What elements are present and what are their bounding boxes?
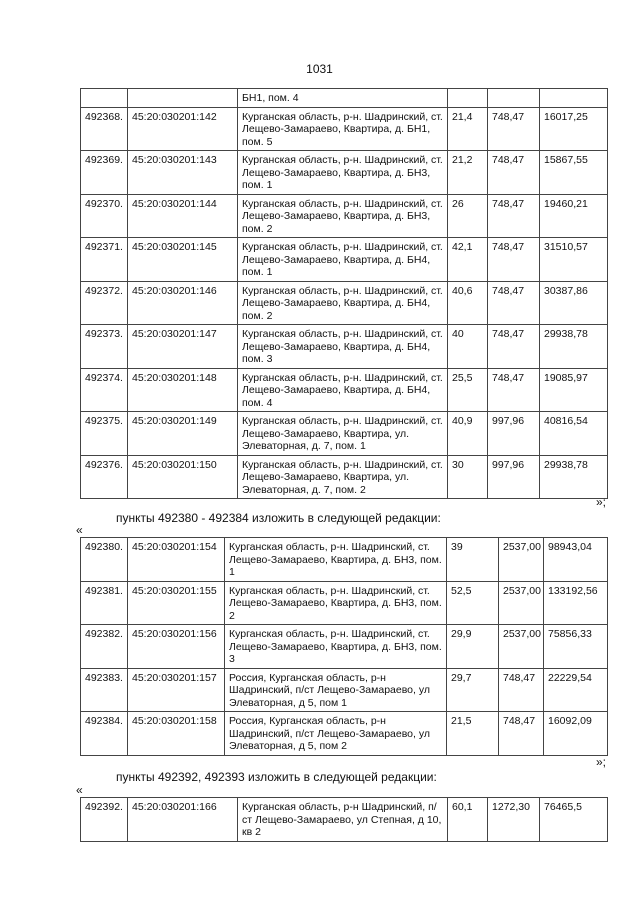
row-number-cell: 492382. [81, 625, 128, 669]
cadastral-value-cell: 133192,56 [544, 581, 608, 625]
cadastral-number-cell: 45:20:030201:147 [128, 325, 238, 369]
address-cell: Курганская область, р-н. Шадринский, ст. Лещево-Замараево, Квартира, д. БН4, пом. 4 [238, 368, 448, 412]
cadastral-number-cell [128, 89, 238, 108]
area-cell: 25,5 [448, 368, 488, 412]
row-number-cell: 492370. [81, 194, 128, 238]
address-cell: Курганская область, р-н. Шадринский, ст. Лещево-Замараево, Квартира, ул. Элеваторная, д. 7, пом. 2 [238, 455, 448, 499]
cadastral-number-cell: 45:20:030201:166 [128, 798, 238, 842]
area-cell: 40,9 [448, 412, 488, 456]
amendment-heading-1: пункты 492380 - 492384 изложить в следующей редакции: [116, 511, 441, 525]
row-number-cell: 492374. [81, 368, 128, 412]
cadastral-value-cell: 19460,21 [540, 194, 608, 238]
cadastral-number-cell: 45:20:030201:143 [128, 151, 238, 195]
row-number-cell: 492373. [81, 325, 128, 369]
address-cell: Курганская область, р-н. Шадринский, ст. Лещево-Замараево, Квартира, д. БН3, пом. 1 [225, 538, 447, 582]
cadastral-rate-cell [488, 89, 540, 108]
cadastral-number-cell: 45:20:030201:144 [128, 194, 238, 238]
row-number-cell: 492376. [81, 455, 128, 499]
table-row [81, 325, 608, 369]
address-cell: Курганская область, р-н. Шадринский, ст. Лещево-Замараево, Квартира, д. БН3, пом. 1 [238, 151, 448, 195]
address-cell: Россия, Курганская область, р-н Шадринский, п/ст Лещево-Замараево, ул Элеваторная, д 5, пом 1 [225, 668, 447, 712]
address-cell: Курганская область, р-н Шадринский, п/ст Лещево-Замараево, ул Степная, д 10, кв 2 [238, 798, 448, 842]
address-cell: Россия, Курганская область, р-н Шадринский, п/ст Лещево-Замараево, ул Элеваторная, д 5, пом 2 [225, 712, 447, 756]
opening-quote-1: « [76, 523, 83, 537]
table-row [81, 194, 608, 238]
cadastral-value-cell: 40816,54 [540, 412, 608, 456]
cadastral-rate-cell: 748,47 [488, 151, 540, 195]
row-number-cell: 492368. [81, 107, 128, 151]
area-cell: 52,5 [447, 581, 499, 625]
cadastral-number-cell: 45:20:030201:155 [128, 581, 225, 625]
cadastral-value-cell: 15867,55 [540, 151, 608, 195]
area-cell: 42,1 [448, 238, 488, 282]
area-cell: 26 [448, 194, 488, 238]
table-row [81, 107, 608, 151]
address-cell: БН1, пом. 4 [238, 89, 448, 108]
cadastral-number-cell: 45:20:030201:148 [128, 368, 238, 412]
address-cell: Курганская область, р-н. Шадринский, ст. Лещево-Замараево, Квартира, д. БН3, пом. 2 [238, 194, 448, 238]
table-row [81, 281, 608, 325]
area-cell: 29,9 [447, 625, 499, 669]
cadastral-number-cell: 45:20:030201:149 [128, 412, 238, 456]
row-number-cell: 492369. [81, 151, 128, 195]
cadastral-rate-cell: 2537,00 [499, 581, 544, 625]
cadastral-number-cell: 45:20:030201:157 [128, 668, 225, 712]
cadastral-value-cell: 16017,25 [540, 107, 608, 151]
row-number-cell: 492392. [81, 798, 128, 842]
address-cell: Курганская область, р-н. Шадринский, ст. Лещево-Замараево, Квартира, ул. Элеваторная, д. 7, пом. 1 [238, 412, 448, 456]
area-cell: 21,5 [447, 712, 499, 756]
cadastral-value-cell: 19085,97 [540, 368, 608, 412]
cadastral-rate-cell: 748,47 [488, 325, 540, 369]
cadastral-rate-cell: 2537,00 [499, 538, 544, 582]
row-number-cell: 492372. [81, 281, 128, 325]
table-row [81, 668, 608, 712]
table-row [81, 581, 608, 625]
row-number-cell: 492383. [81, 668, 128, 712]
closing-quote-2: »; [596, 755, 607, 769]
table-row [81, 89, 608, 108]
table-row [81, 151, 608, 195]
address-cell: Курганская область, р-н. Шадринский, ст. Лещево-Замараево, Квартира, д. БН3, пом. 2 [225, 581, 447, 625]
area-cell: 40,6 [448, 281, 488, 325]
address-cell: Курганская область, р-н. Шадринский, ст. Лещево-Замараево, Квартира, д. БН4, пом. 2 [238, 281, 448, 325]
table-row [81, 625, 608, 669]
cadastral-rate-cell: 748,47 [488, 238, 540, 282]
row-number-cell: 492381. [81, 581, 128, 625]
area-cell: 30 [448, 455, 488, 499]
assessment-table-1 [80, 88, 608, 499]
cadastral-value-cell: 76465,5 [540, 798, 608, 842]
row-number-cell: 492384. [81, 712, 128, 756]
area-cell [448, 89, 488, 108]
table-row [81, 712, 608, 756]
opening-quote-2: « [76, 783, 83, 797]
cadastral-rate-cell: 1272,30 [488, 798, 540, 842]
address-cell: Курганская область, р-н. Шадринский, ст. Лещево-Замараево, Квартира, д. БН4, пом. 1 [238, 238, 448, 282]
table-row [81, 538, 608, 582]
area-cell: 60,1 [448, 798, 488, 842]
cadastral-value-cell: 75856,33 [544, 625, 608, 669]
cadastral-rate-cell: 2537,00 [499, 625, 544, 669]
assessment-table-3 [80, 797, 608, 842]
row-number-cell: 492371. [81, 238, 128, 282]
cadastral-value-cell [540, 89, 608, 108]
cadastral-number-cell: 45:20:030201:142 [128, 107, 238, 151]
area-cell: 39 [447, 538, 499, 582]
cadastral-value-cell: 31510,57 [540, 238, 608, 282]
address-cell: Курганская область, р-н. Шадринский, ст. Лещево-Замараево, Квартира, д. БН1, пом. 5 [238, 107, 448, 151]
table-row [81, 798, 608, 842]
cadastral-rate-cell: 748,47 [499, 712, 544, 756]
row-number-cell [81, 89, 128, 108]
cadastral-number-cell: 45:20:030201:150 [128, 455, 238, 499]
address-cell: Курганская область, р-н. Шадринский, ст. Лещево-Замараево, Квартира, д. БН3, пом. 3 [225, 625, 447, 669]
table-row [81, 412, 608, 456]
area-cell: 29,7 [447, 668, 499, 712]
cadastral-rate-cell: 997,96 [488, 455, 540, 499]
amendment-heading-2: пункты 492392, 492393 изложить в следующей редакции: [116, 770, 437, 784]
cadastral-value-cell: 22229,54 [544, 668, 608, 712]
assessment-table-2 [80, 537, 608, 756]
cadastral-number-cell: 45:20:030201:145 [128, 238, 238, 282]
cadastral-value-cell: 29938,78 [540, 325, 608, 369]
table-row [81, 455, 608, 499]
area-cell: 21,4 [448, 107, 488, 151]
cadastral-rate-cell: 748,47 [488, 281, 540, 325]
row-number-cell: 492380. [81, 538, 128, 582]
area-cell: 21,2 [448, 151, 488, 195]
cadastral-value-cell: 16092,09 [544, 712, 608, 756]
cadastral-number-cell: 45:20:030201:146 [128, 281, 238, 325]
cadastral-rate-cell: 748,47 [488, 368, 540, 412]
address-cell: Курганская область, р-н. Шадринский, ст. Лещево-Замараево, Квартира, д. БН4, пом. 3 [238, 325, 448, 369]
table-row [81, 368, 608, 412]
closing-quote-1: »; [596, 495, 607, 509]
cadastral-rate-cell: 748,47 [499, 668, 544, 712]
table-row [81, 238, 608, 282]
cadastral-value-cell: 30387,86 [540, 281, 608, 325]
cadastral-value-cell: 98943,04 [544, 538, 608, 582]
row-number-cell: 492375. [81, 412, 128, 456]
cadastral-value-cell: 29938,78 [540, 455, 608, 499]
page-number: 1031 [306, 62, 333, 76]
cadastral-rate-cell: 748,47 [488, 107, 540, 151]
cadastral-rate-cell: 748,47 [488, 194, 540, 238]
cadastral-rate-cell: 997,96 [488, 412, 540, 456]
cadastral-number-cell: 45:20:030201:158 [128, 712, 225, 756]
area-cell: 40 [448, 325, 488, 369]
cadastral-number-cell: 45:20:030201:156 [128, 625, 225, 669]
cadastral-number-cell: 45:20:030201:154 [128, 538, 225, 582]
